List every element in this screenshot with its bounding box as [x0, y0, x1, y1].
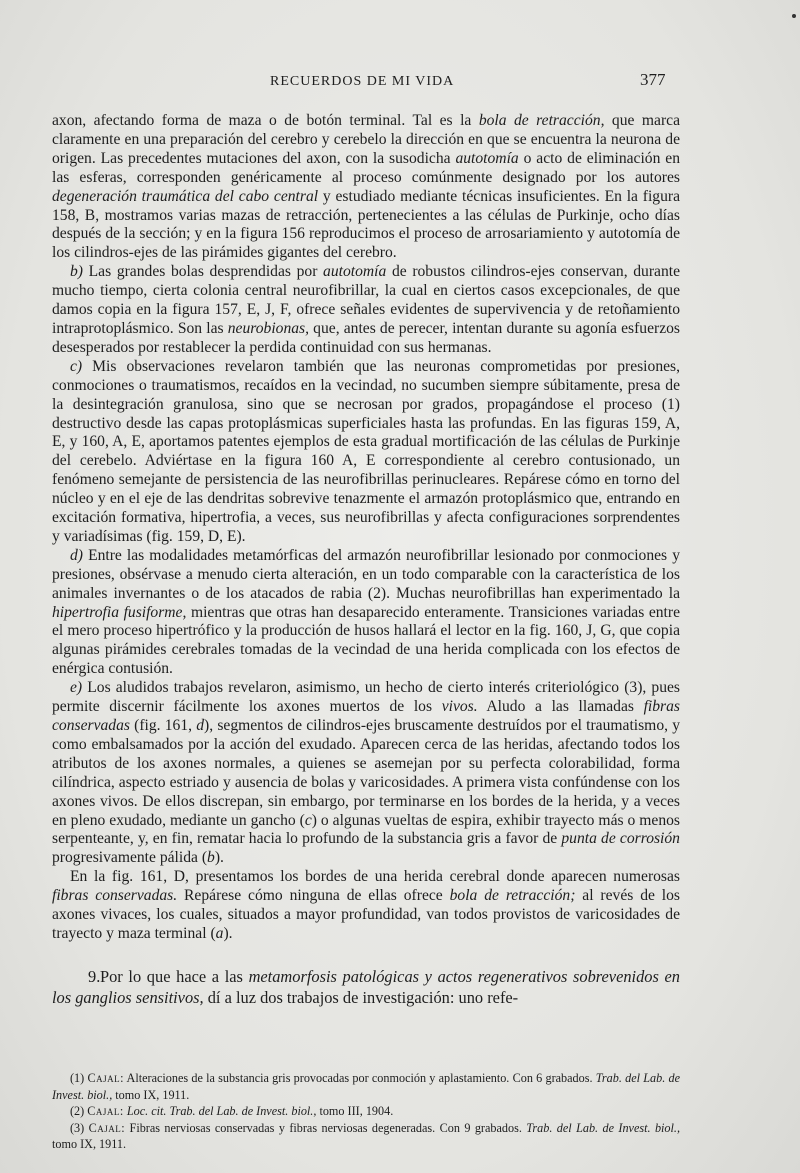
italic-text: Trab. del Lab. de Invest. biol.,: [526, 1120, 681, 1135]
text-run: Repárese cómo ninguna de ellas ofrece: [177, 887, 450, 905]
italic-text: autotomía: [323, 263, 387, 281]
italic-text: vivos.: [441, 698, 478, 716]
italic-text: a: [215, 924, 224, 942]
text-run: mientras que otras han desaparecido enteramente. Transiciones variadas entre el mero proceso hipertrófico y la producción de husos hallará el lector en la fig. 160, J, G, que copia algunas pirámides cerebrales tomadas de la vecindad de una herida complicada con los efectos de enérgica contusión.: [52, 603, 680, 678]
italic-text: e): [70, 679, 83, 697]
footnote: [52, 1120, 680, 1153]
text-run: Los aludidos trabajos revelaron, asimismo, un hecho de cierto interés criteriológico (3), pues permite discernir fácilmente los axones muertos de los: [52, 679, 680, 716]
text-run: de robustos cilindros-ejes conservan, durante mucho tiempo, cierta colonia central neurofibrillar, la cual en ciertos casos excepcionales, de que damos copia en la figura 157, E, J, F, ofrece señales evidentes de supervivencia y de retoñamiento intraprotoplásmico. Son las: [52, 263, 681, 337]
scan-speck: [792, 14, 796, 18]
footnote: [52, 1103, 680, 1120]
text-run: Alteraciones de la substancia gris provocadas por conmoción y aplastamiento. Con 6 grabados.: [123, 1071, 596, 1085]
text-run: al revés de los axones vivaces, los cuales, situados a mayor profundidad, van todos provistos de varicosidades de trayecto y maza terminal (: [52, 887, 680, 942]
italic-text: bola de retracción,: [478, 112, 605, 129]
text-run: tomo IX, 1911.: [52, 1137, 127, 1152]
text-run: (2): [70, 1104, 88, 1119]
text-run: Entre las modalidades metamórficas del armazón neurofibrillar lesionado por conmociones y presiones, obsérvase a menudo cierta alteración, en un todo comparable con la característica de los animales invernantes o de los atacados de rabia (2). Muchas neurofibrillas han experimentado la: [52, 546, 680, 602]
section-number: 9.: [88, 966, 101, 986]
italic-text: b): [70, 263, 83, 281]
text-run: axon, afectando forma de maza o de botón terminal. Tal es la: [52, 112, 479, 129]
italic-text: bola de retracción;: [449, 887, 576, 905]
text-run: Cajal:: [87, 1071, 124, 1085]
text-run: ).: [223, 924, 233, 942]
section-paragraph: [52, 966, 680, 1008]
running-head: RECUERDOS DE MI VIDA: [270, 74, 455, 89]
italic-text: d): [70, 546, 83, 564]
text-run: (fig. 161,: [129, 717, 197, 734]
page-number: 377: [640, 70, 666, 89]
italic-text: c): [70, 357, 83, 375]
text-run: progresivamente pálida (: [52, 849, 208, 867]
italic-text: degeneración traumática del cabo central: [52, 187, 319, 205]
footnotes: [52, 1070, 680, 1153]
paragraph: [52, 547, 680, 679]
text-run: ).: [214, 849, 224, 867]
italic-text: fibras conservadas.: [52, 887, 178, 905]
italic-text: b: [207, 849, 215, 867]
italic-text: Loc. cit. Trab. del Lab. de Invest. biol.,: [126, 1104, 317, 1119]
text-run: ), segmentos de cilindros-ejes bruscamente destruídos por el traumatismo, y como embalsamados por la acción del exudado. Aparecen cerca de las heridas, afectando todos los atributos de los axones normales, a quienes se asemejan por su perfecta colorabilidad, forma cilíndrica, aspecto estriado y ausencia de bolas y varicosidades. A primera vista confúndense con los axones vivos. De ellos discrepan, sin embargo, por terminarse en los bordes de la herida, y a veces en pleno exudado, mediante un gancho (: [52, 717, 680, 829]
text-run: Las grandes bolas desprendidas por: [83, 263, 324, 281]
footnote: [52, 1070, 680, 1103]
text-run: tomo III, 1904.: [316, 1104, 394, 1119]
text-run: Aludo a las llamadas: [477, 698, 644, 716]
text-run: Por lo que hace a las: [100, 966, 249, 986]
text-run: que, antes de perecer, intentan durante su agonía esfuerzos desesperados por restablecer la perdida continuidad con sus hermanas.: [52, 319, 680, 356]
italic-text: Trab. del Lab. de Invest. biol.,: [52, 1071, 680, 1102]
italic-text: d: [196, 717, 205, 734]
text-run: tomo IX, 1911.: [112, 1087, 190, 1102]
text-run: o acto de eliminación en las esferas, corresponden genéricamente al proceso comúnmente designado por los autores: [52, 149, 680, 186]
body-text: [52, 112, 680, 1008]
paragraph: [52, 112, 680, 263]
text-run: y estudiado mediante técnicas insuficientes. En la figura 158, B, mostramos varias mazas de retracción, pertenecientes a las células de Purkinje, ocho días después de la sección; y en la figura 156 reproducimos el proceso de arrosariamiento y autotomía de los cilindros-ejes de las pirámides gigantes del cerebro.: [52, 187, 680, 262]
text-run: (1): [70, 1071, 88, 1085]
paragraph: [52, 263, 680, 358]
italic-text: punta de corrosión: [561, 830, 680, 848]
paragraph: [52, 679, 680, 868]
text-run: Cajal:: [87, 1104, 124, 1119]
text-run: Cajal:: [88, 1120, 126, 1135]
italic-text: c: [304, 811, 312, 829]
text-run: ) o algunas vueltas de espira, exhibir trayecto más o menos serpenteante, y, en fin, rematar hacia lo profundo de la substancia gris a favor de: [52, 811, 680, 848]
text-run: dí a luz dos trabajos de investigación: uno refe-: [203, 987, 519, 1007]
text-run: que marca claramente en una preparación del cerebro y cerebelo la dirección en que se encuentra la neurona de origen. Las precedentes mutaciones del axon, con la susodicha: [52, 112, 681, 167]
text-run: (3): [70, 1120, 89, 1135]
text-run: Mis observaciones revelaron también que las neuronas comprometidas por presiones, conmociones o traumatismos, recaídos en la vecindad, no sucumben siempre súbitamente, presa de la desintegración granulosa, sino que se necrosan por grados, propagándose el proceso (1) destructivo desde las capas protoplásmicas superficiales hasta las profundas. En las figuras 159, A, E, y 160, A, E, aportamos patentes ejemplos de esta gradual mortificación de las células de Purkinje del cerebelo. Adviértase en la figura 160 A, E correspondiente al cerebro contusionado, un fenómeno semejante de persistencia de las neurofibrillas perinucleares. Repárese cómo en torno del núcleo y en el eje de las dendritas sobrevive tenazmente el armazón protoplásmico que, entrando en excitación formativa, hipertrofia, a veces, sus neurofibrillas y afecta configuraciones sorprendentes y variadísimas (fig. 159, D, E).: [52, 357, 680, 545]
italic-text: neurobionas,: [227, 319, 310, 337]
italic-text: fibras conservadas: [52, 698, 680, 734]
text-run: En la fig. 161, D, presentamos los bordes de una herida cerebral donde aparecen numerosas: [70, 868, 680, 886]
text-run: Fibras nerviosas conservadas y fibras nerviosas degeneradas. Con 9 grabados.: [125, 1120, 527, 1135]
paragraph: [52, 868, 680, 944]
italic-text: metamorfosis patológicas y actos regenerativos sobrevenidos en los ganglios sensitivos,: [52, 966, 680, 1007]
paragraph: [52, 358, 680, 547]
italic-text: autotomía: [455, 149, 519, 167]
italic-text: hipertrofia fusiforme,: [52, 603, 187, 621]
